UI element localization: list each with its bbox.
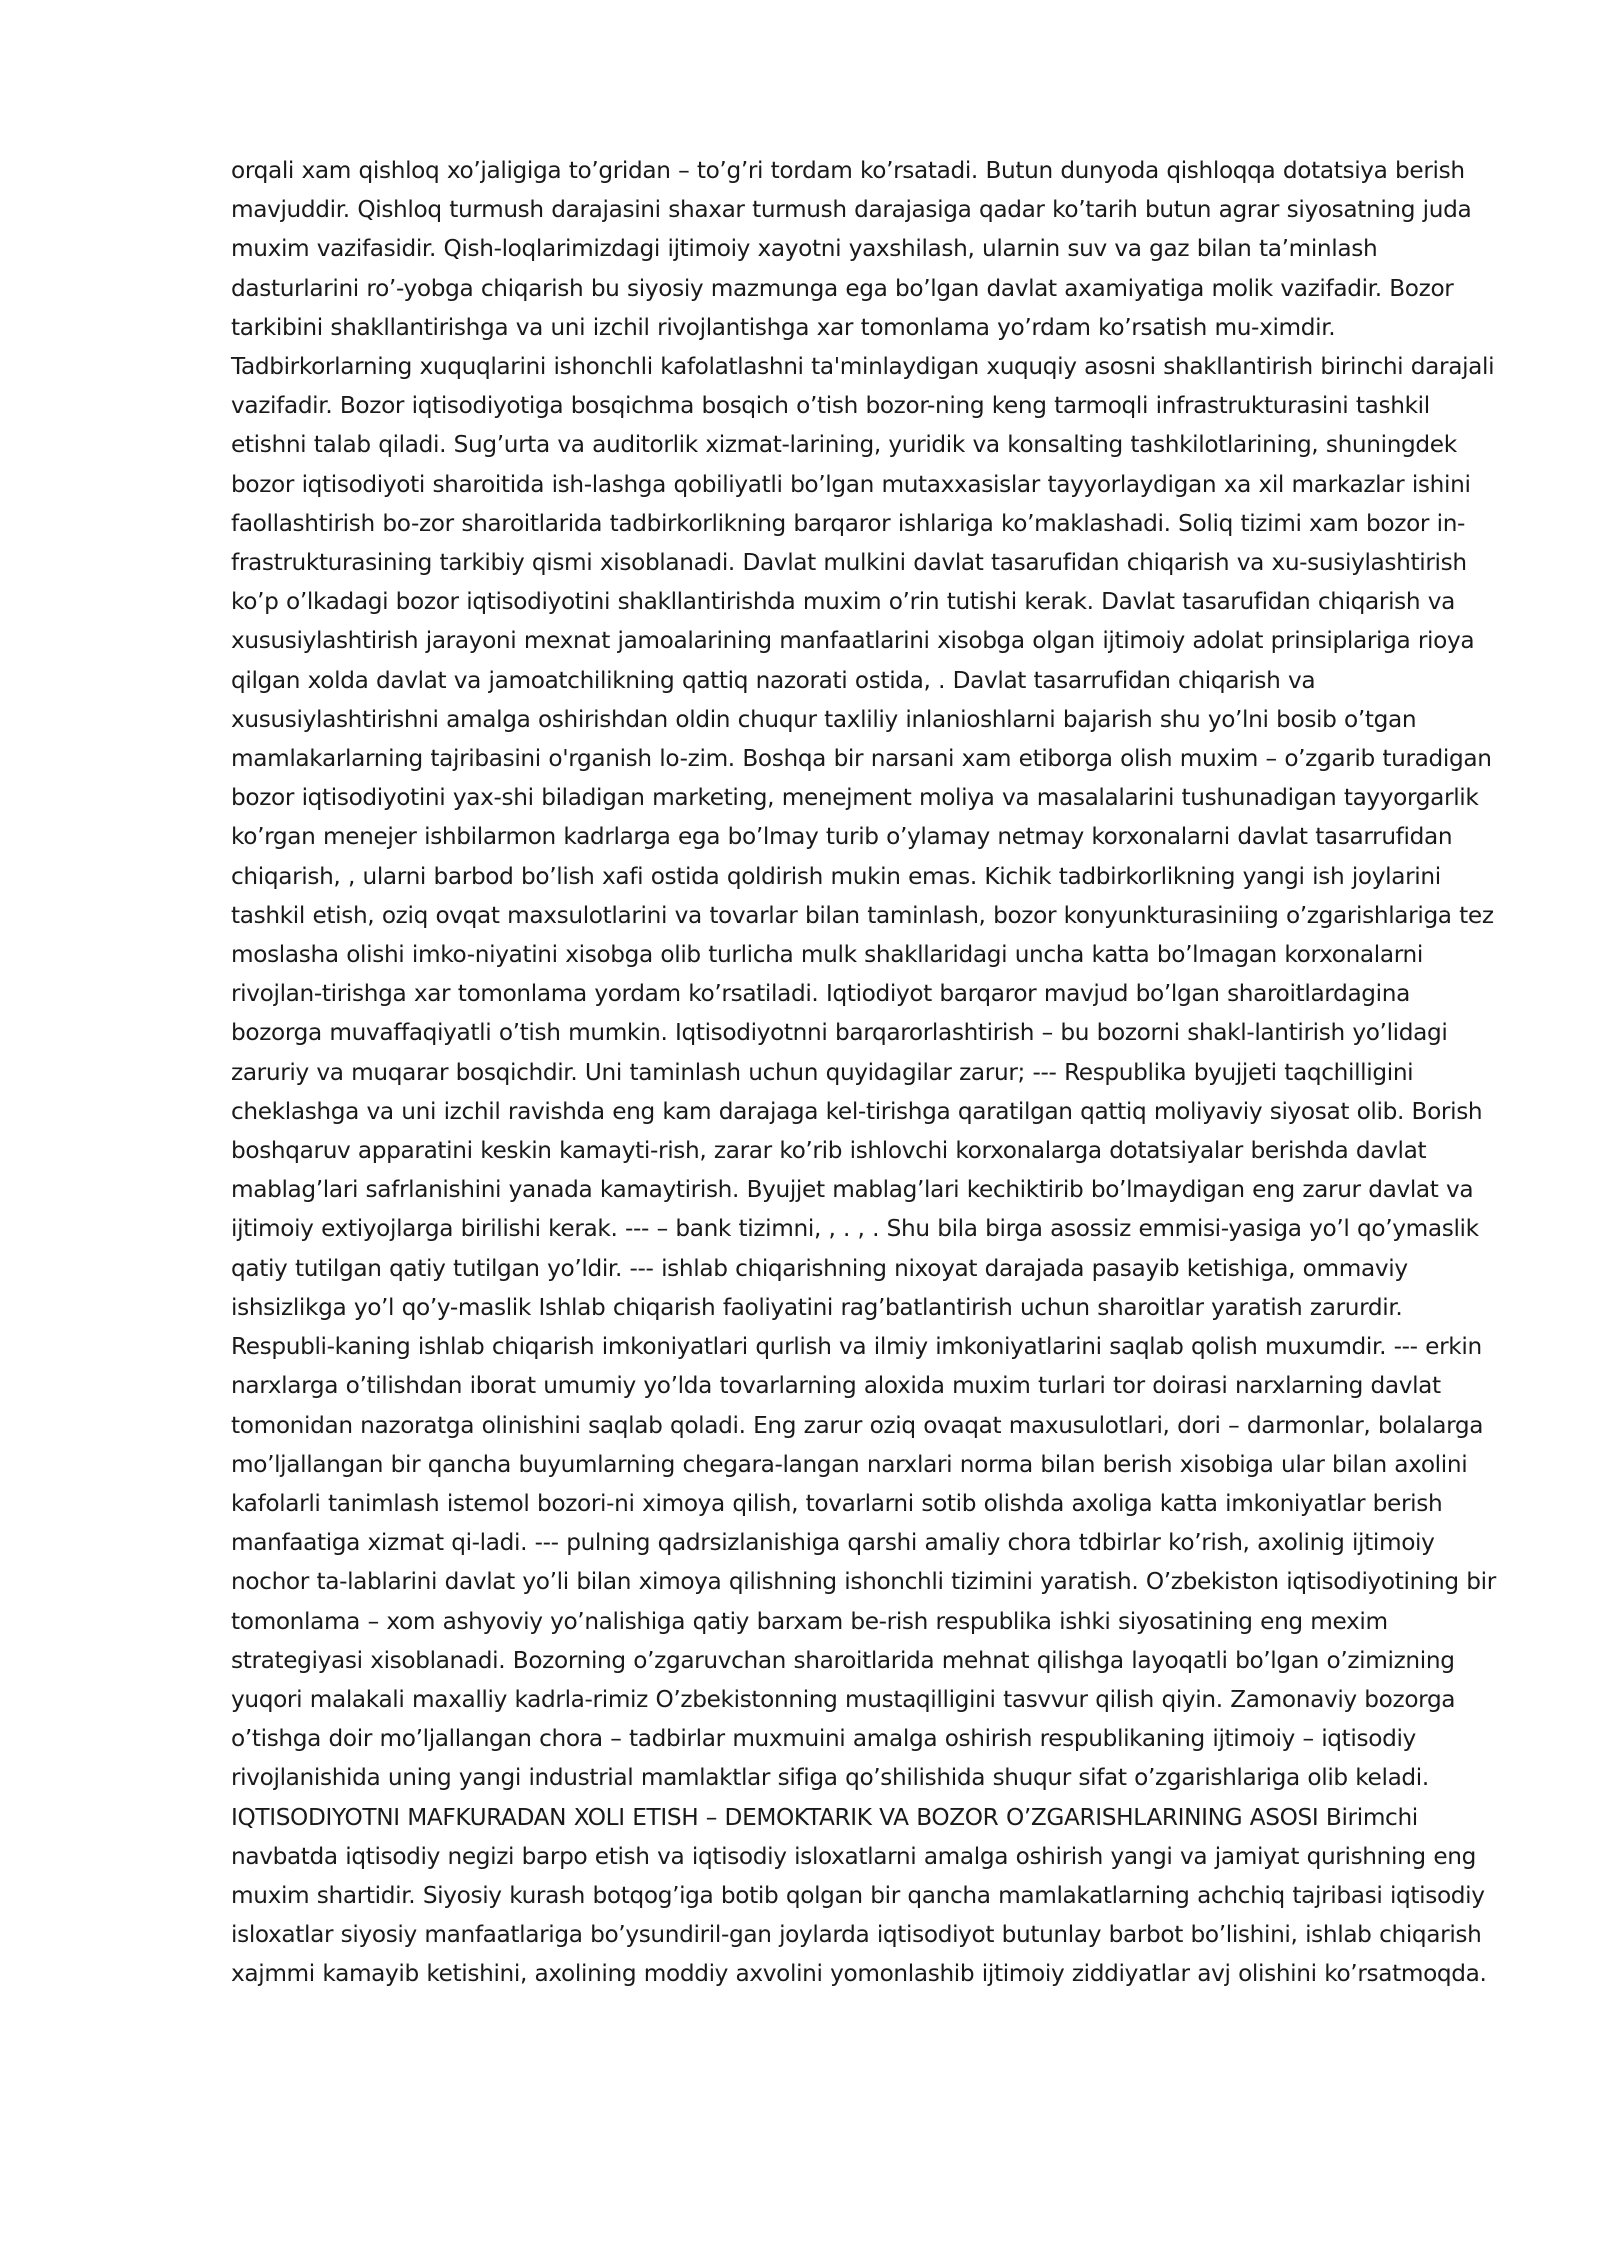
body-paragraph: orqali xam qishloq xo’jaligiga to’gridan – to’g’ri tordam ko’rsatadi. Butun dunyoda qishloqqa dotatsiya berish mavjuddir. Qishloq turmush darajasini shaxar turmush darajasiga qadar ko’tarih butun agrar siyosatning juda muxim vazifasidir. Qish-loqlarimizdagi ijtimoiy xayotni yaxshilash, ularnin suv va gaz bilan ta’minlash dasturlarini ro’-yobga chiqarish bu siyosiy mazmunga ega bo’lgan davlat axamiyatiga molik vazifadir. Bozor tarkibini shakllantirishga va uni izchil rivojlantishga xar tomonlama yo’rdam ko’rsatish mu-ximdir. Tadbirkorlarning xuquqlarini ishonchli kafolatlashni ta'minlaydigan xuquqiy asosni shakllantirish birinchi darajali vazifadir. Bozor iqtisodiyotiga bosqichma bosqich o’tish bozor-ning keng tarmoqli infrastrukturasini tashkil etishni talab qiladi. Sug’urta va auditorlik xizmat-larining, yuridik va konsalting tashkilotlarining, shuningdek bozor iqtisodiyoti sharoitida ish-lashga qobiliyatli bo’lgan mutaxxasislar tayyorlaydigan xa xil markazlar ishini faollashtirish bo-zor sharoitlarida tadbirkorlikning barqaror ishlariga ko’maklashadi. Soliq tizimi xam bozor in-frastrukturasining tarkibiy qismi xisoblanadi. Davlat mulkini davlat tasarufidan chiqarish va xu-susiylashtirish ko’p o’lkadagi bozor iqtisodiyotini shakllantirishda muxim o’rin tutishi kerak. Davlat tasarufidan chiqarish va xususiylashtirish jarayoni mexnat jamoalarining manfaatlarini xisobga olgan ijtimoiy adolat prinsiplariga rioya qilgan xolda davlat va jamoatchilikning qattiq nazorati ostida, . Davlat tasarrufidan chiqarish va xususiylashtirishni amalga oshirishdan oldin chuqur taxliliy inlanioshlarni bajarish shu yo’lni bosib o’tgan mamlakarlarning tajribasini o'rganish lo-zim. Boshqa bir narsani xam etiborga olish muxim – o’zgarib turadigan bozor iqtisodiyotini yax-shi biladigan marketing, menejment moliya va masalalarini tushunadigan tayyorgarlik ko’rgan menejer ishbilarmon kadrlarga ega bo’lmay turib o’ylamay netmay korxonalarni davlat tasarrufidan chiqarish, , ularni barbod bo’lish xafi ostida qoldirish mukin emas. Kichik tadbirkorlikning yangi ish joylarini tashkil etish, oziq ovqat maxsulotlarini va tovarlar bilan taminlash, bozor konyunkturasiniing o’zgarishlariga tez moslasha olishi imko-niyatini xisobga olib turlicha mulk shakllaridagi uncha katta bo’lmagan korxonalarni rivojlan-tirishga xar tomonlama yordam ko’rsatiladi. Iqtiodiyot barqaror mavjud bo’lgan sharoitlardagina bozorga muvaffaqiyatli o’tish mumkin. Iqtisodiyotnni barqarorlashtirish – bu bozorni shakl-lantirish yo’lidagi zaruriy va muqarar bosqichdir. Uni taminlash uchun quyidagilar zarur; --- Respublika byujjeti taqchilligini cheklashga va uni izchil ravishda eng kam darajaga kel-tirishga qaratilgan qattiq moliyaviy siyosat olib. Borish boshqaruv apparatini keskin kamayti-rish, zarar ko’rib ishlovchi korxonalarga dotatsiyalar berishda davlat mablag’lari safrlanishini yanada kamaytirish. Byujjet mablag’lari kechiktirib bo’lmaydigan eng zarur davlat va ijtimoiy extiyojlarga birilishi kerak. --- – bank tizimni, , . , . Shu bila birga asossiz emmisi-yasiga yo’l qo’ymaslik qatiy tutilgan qatiy tutilgan yo’ldir. --- ishlab chiqarishning nixoyat darajada pasayib ketishiga, ommaviy ishsizlikga yo’l qo’y-maslik Ishlab chiqarish faoliyatini rag’batlantirish uchun sharoitlar yaratish zarurdir. Respubli-kaning ishlab chiqarish imkoniyatlari qurlish va ilmiy imkoniyatlarini saqlab qolish muxumdir. --- erkin narxlarga o’tilishdan iborat umumiy yo’lda tovarlarning aloxida muxim turlari tor doirasi narxlarning davlat tomonidan nazoratga olinishini saqlab qoladi. Eng zarur oziq ovaqat maxusulotlari, dori – darmonlar, bolalarga mo’ljallangan bir qancha buyumlarning chegara-langan narxlari norma bilan berish xisobiga ular bilan axolini kafolarli tanimlash istemol bozori-ni ximoya qilish, tovarlarni sotib olishda axoliga katta imkoniyatlar berish manfaatiga xizmat qi-ladi. --- pulning qadrsizlanishiga qarshi amaliy chora tdbirlar ko’rish, axolinig ijtimoiy nochor ta-lablarini davlat yo’li bilan ximoya qilishning ishonchli tizimini yaratish. O’zbekiston iqtisodiyotining bir tomonlama – xom ashyoviy yo’nalishiga qatiy barxam be-rish respublika ishki siyosatining eng mexim strategiyasi xisoblanadi. Bozorning o’zgaruvchan sharoitlarida mehnat qilishga layoqatli bo’lgan o’zimizning yuqori malakali maxalliy kadrla-rimiz O’zbekistonning mustaqilligini tasvvur qilish qiyin. Zamonaviy bozorga o’tishga doir mo’ljallangan chora – tadbirlar muxmuini amalga oshirish respublikaning ijtimoiy – iqtisodiy rivojlanishida uning yangi industrial mamlaktlar sifiga qo’shilishida shuqur sifat o’zgarishlariga olib keladi. IQTISODIYOTNI MAFKURADAN XOLI ETISH – DEMOKTARIK VA BOZOR O’ZGARISHLARINING ASOSI Birimchi navbatda iqtisodiy negizi barpo etish va iqtisodiy isloxatlarni amalga oshirish yangi va jamiyat qurishning eng muxim shartidir. Siyosiy kurash botqog’iga botib qolgan bir qancha mamlakatlarning achchiq tajribasi iqtisodiy isloxatlar siyosiy manfaatlariga bo’ysundiril-gan joylarda iqtisodiyot butunlay barbot bo’lishini, ishlab chiqarish xajmmi kamayib ketishini, axolining moddiy axvolini yomonlashib ijtimoiy ziddiyatlar avj olishini ko’rsatmoqda.: [231, 157, 1496, 1988]
